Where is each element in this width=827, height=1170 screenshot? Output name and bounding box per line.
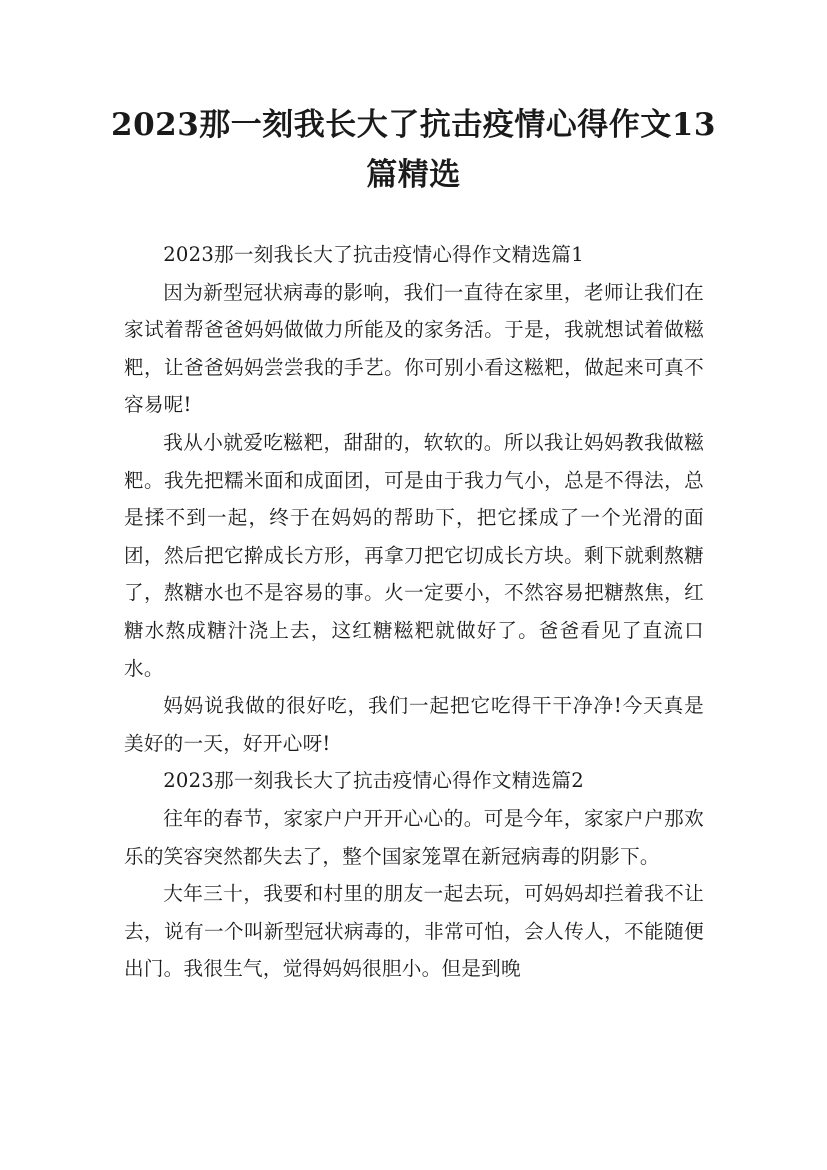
paragraph: 我从小就爱吃糍粑，甜甜的，软软的。所以我让妈妈教我做糍粑。我先把糯米面和成面团，可是由于我力气小，总是不得法，总是揉不到一起，终于在妈妈的帮助下，把它揉成了一个光滑的面团，然后把它擀成长方形，再拿刀把它切成长方块。剩下就剩熬糖了，熬糖水也不是容易的事。火一定要小，不然容易把糖熬焦，红糖水熬成糖汁浇上去，这红糖糍粑就做好了。爸爸看见了直流口水。 [124,430,704,680]
section-heading-1: 2023那一刻我长大了抗击疫情心得作文精选篇1 [163,243,584,266]
paragraph: 妈妈说我做的很好吃，我们一起把它吃得干干净净!今天真是美好的一天，好开心呀! [124,694,704,755]
document-title: 2023那一刻我长大了抗击疫情心得作文13篇精选 [111,107,716,193]
document-body [124,236,704,988]
paragraph: 往年的春节，家家户户开开心心的。可是今年，家家户户那欢乐的笑容突然都失去了，整个国家笼罩在新冠病毒的阴影下。 [124,806,704,868]
paragraph: 因为新型冠状病毒的影响，我们一直待在家里，老师让我们在家试着帮爸爸妈妈做做力所能及的家务活。于是，我就想试着做糍粑，让爸爸妈妈尝尝我的手艺。你可别小看这糍粑，做起来可真不容易呢! [124,280,704,417]
section-heading-2: 2023那一刻我长大了抗击疫情心得作文精选篇2 [163,769,584,793]
paragraph: 大年三十，我要和村里的朋友一起去玩，可妈妈却拦着我不让去，说有一个叫新型冠状病毒的，非常可怕，会人传人，不能随便出门。我很生气，觉得妈妈很胆小。但是到晚 [124,882,704,981]
